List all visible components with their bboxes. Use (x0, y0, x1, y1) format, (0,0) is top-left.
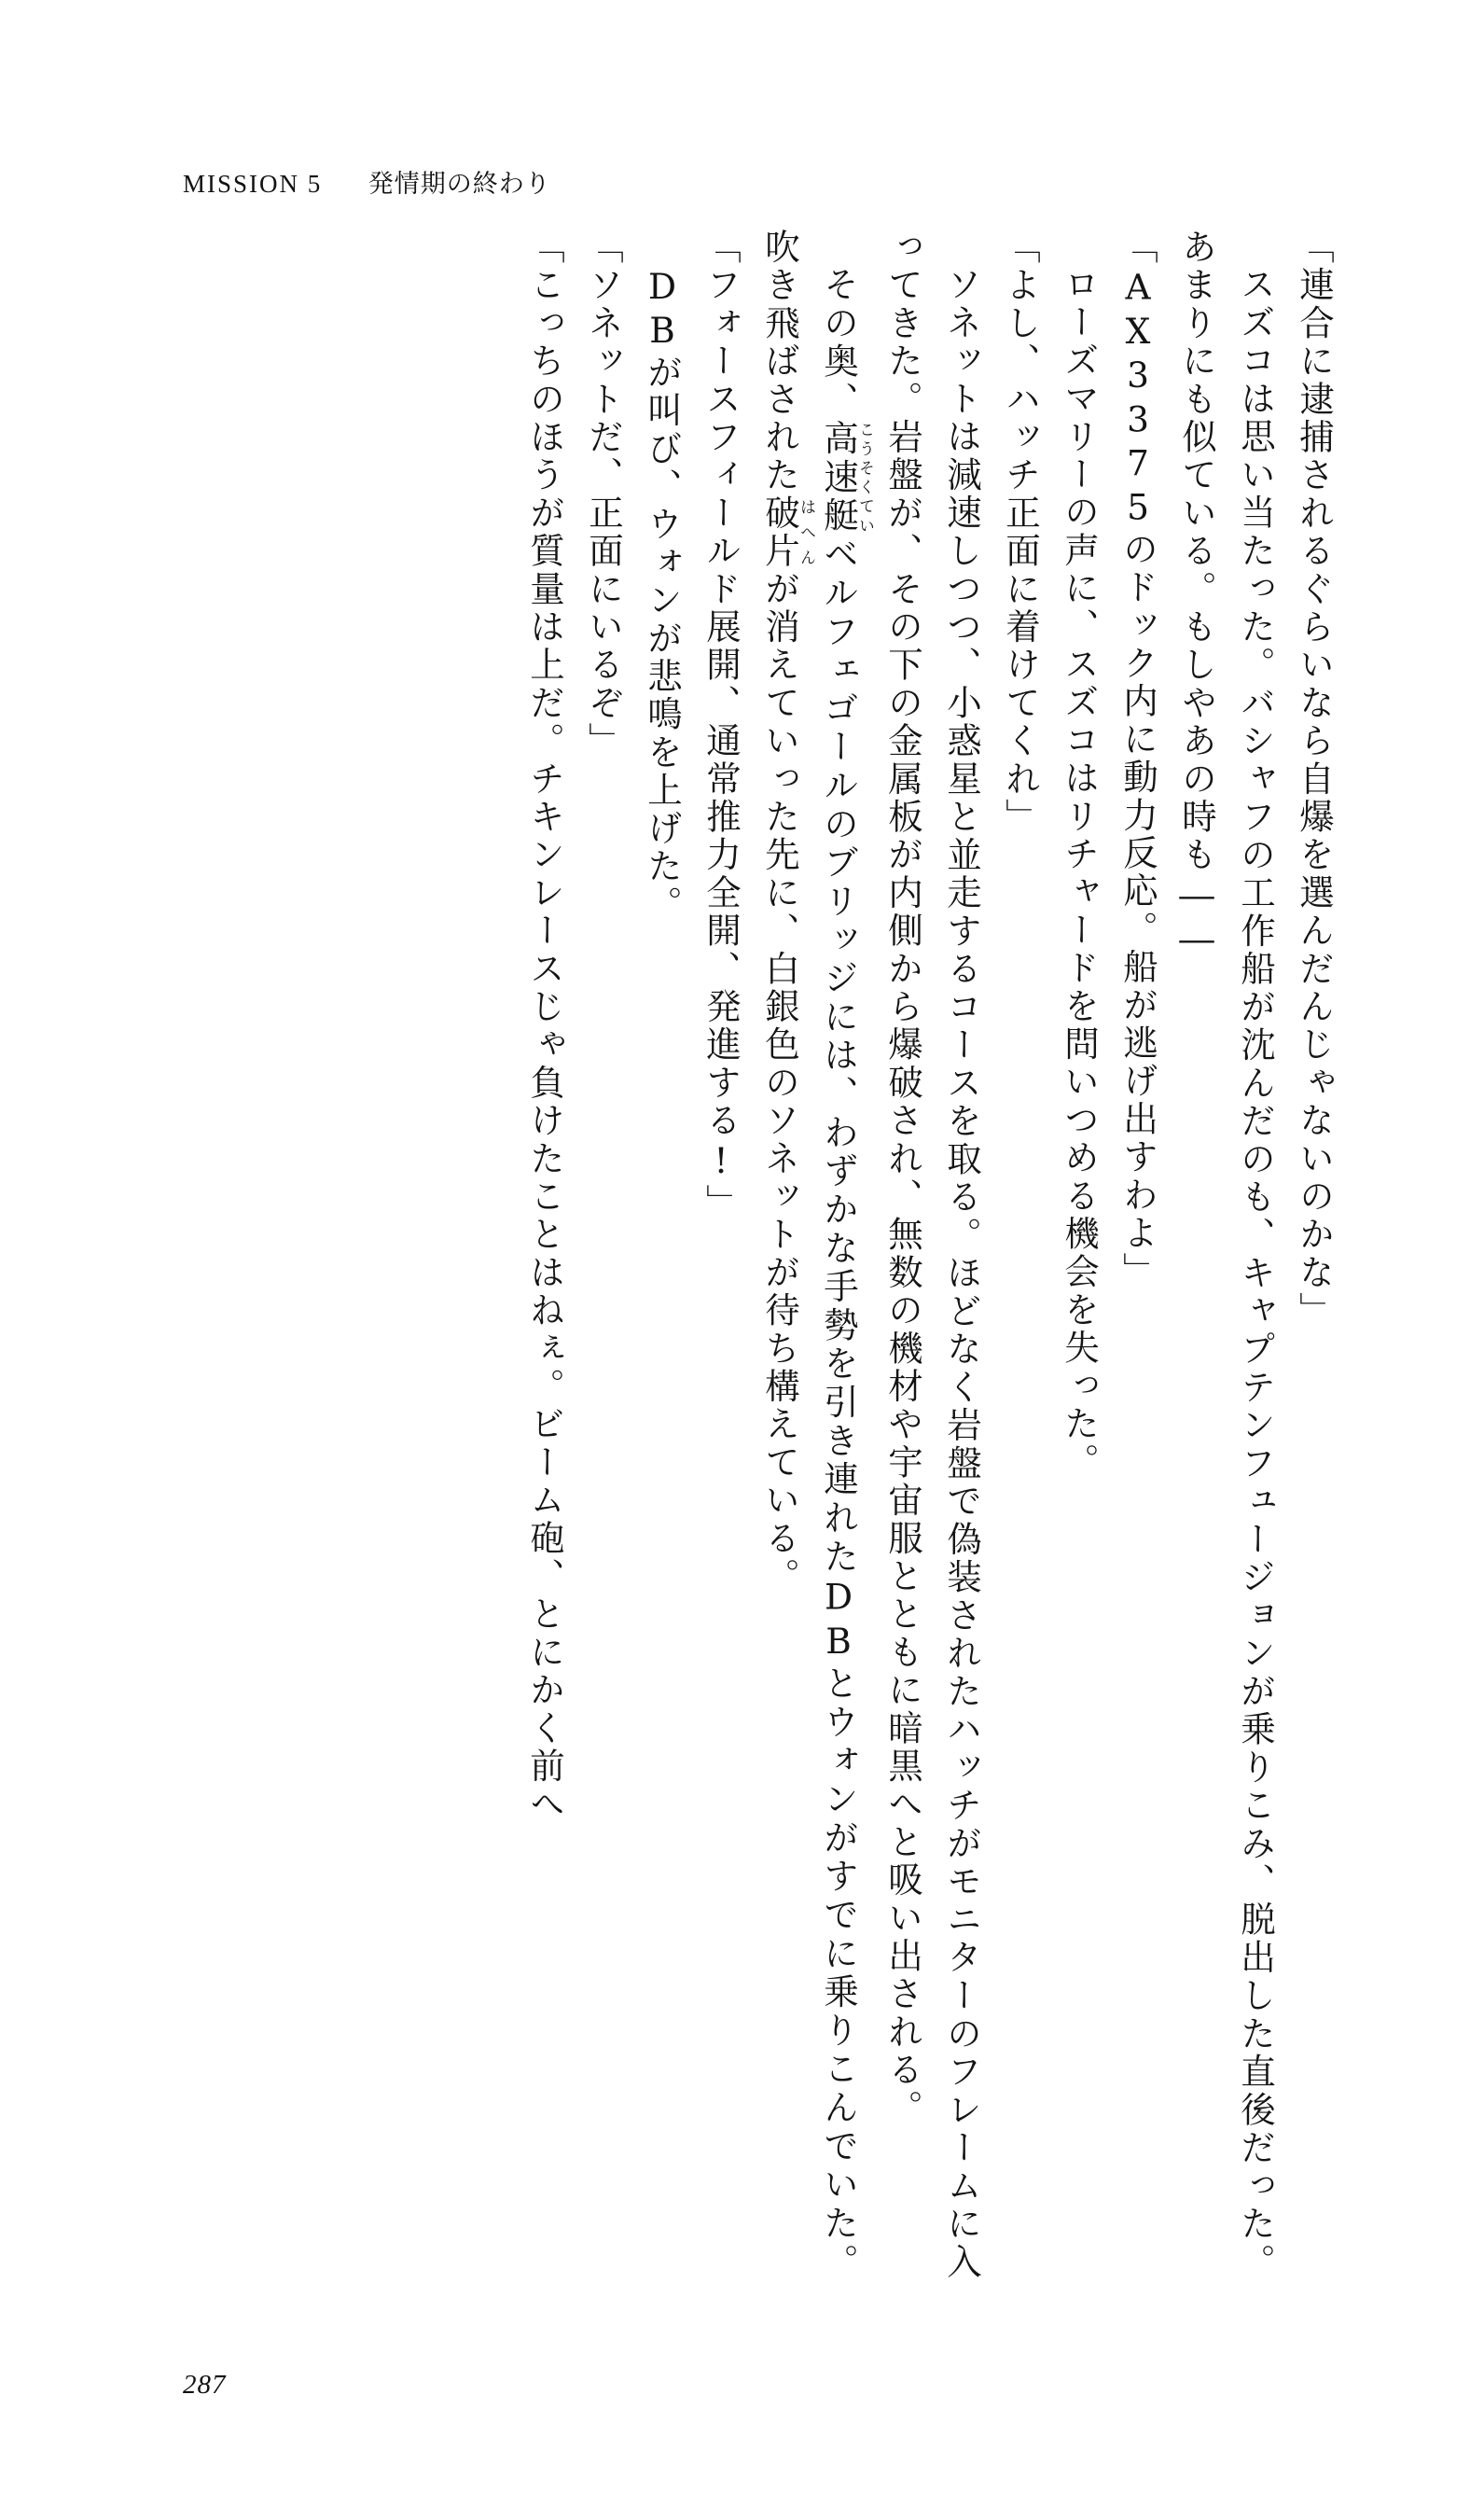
paragraph: 「連合に逮捕されるぐらいなら自爆を選んだんじゃないのかな」 (1294, 229, 1335, 1330)
paragraph: スズコは思い当たった。バシャフの工作船が沈んだのも、キャプテンフュージョンが乗りこみ、脱出した直後だった。あまりにも似ている。もしやあの時も―― (1176, 229, 1276, 2281)
paragraph: DBが叫び、ウォンが悲鳴を上げた。 (642, 266, 683, 924)
paragraph-with-ruby (750, 229, 873, 2281)
paragraph-run: ベルフェゴールのブリッジには、わずかな手勢を引き連れたDBとウォンがすでに乗りこんでいた。吹き飛ばされた (759, 229, 859, 2281)
paragraph-run: その奥、 (818, 266, 859, 421)
body-text-area (131, 229, 1343, 2295)
paragraph-run: が消えていった先に、白銀色のソネットが待ち構えている。 (759, 570, 800, 1596)
paragraph: 「こっちのほうが質量は上だ。チキンレースじゃ負けたことはねぇ。ビーム砲、とにかく前へ (524, 229, 565, 1824)
paragraph: 「よし、ハッチ正面に着けてくれ」 (1000, 229, 1041, 837)
paragraph: ソネットは減速しつつ、小惑星と並走するコースを取る。ほどなく岩盤で偽装されたハッチがモニターのフレームに入ってきた。岩盤が、その下の金属板が内側から爆破され、無数の機材や宇宙服とともに暗黒へと吸い出される。 (882, 229, 982, 2281)
running-head-mission: MISSION 5 (183, 170, 323, 198)
running-head-title: 発情期の終わり (368, 170, 551, 199)
paragraph: 「フォースフィールド展開、通常推力全開、発進する!」 (700, 229, 742, 1222)
vertical-text-block (515, 229, 1343, 2281)
running-head (183, 163, 551, 200)
ruby-hahen: 破片はへん (759, 494, 815, 571)
ruby-kousokutei: 高速艇こうそくてい (818, 420, 874, 536)
paragraph: 「AX3375のドック内に動力反応。船が逃げ出すわよ」 (1117, 229, 1158, 1290)
page-number: 287 (183, 2370, 227, 2400)
paragraph: 「ソネットだ、正面にいるぞ」 (583, 229, 624, 760)
paragraph: ローズマリーの声に、スズコはリチャードを問いつめる機会を失った。 (1059, 266, 1100, 1482)
